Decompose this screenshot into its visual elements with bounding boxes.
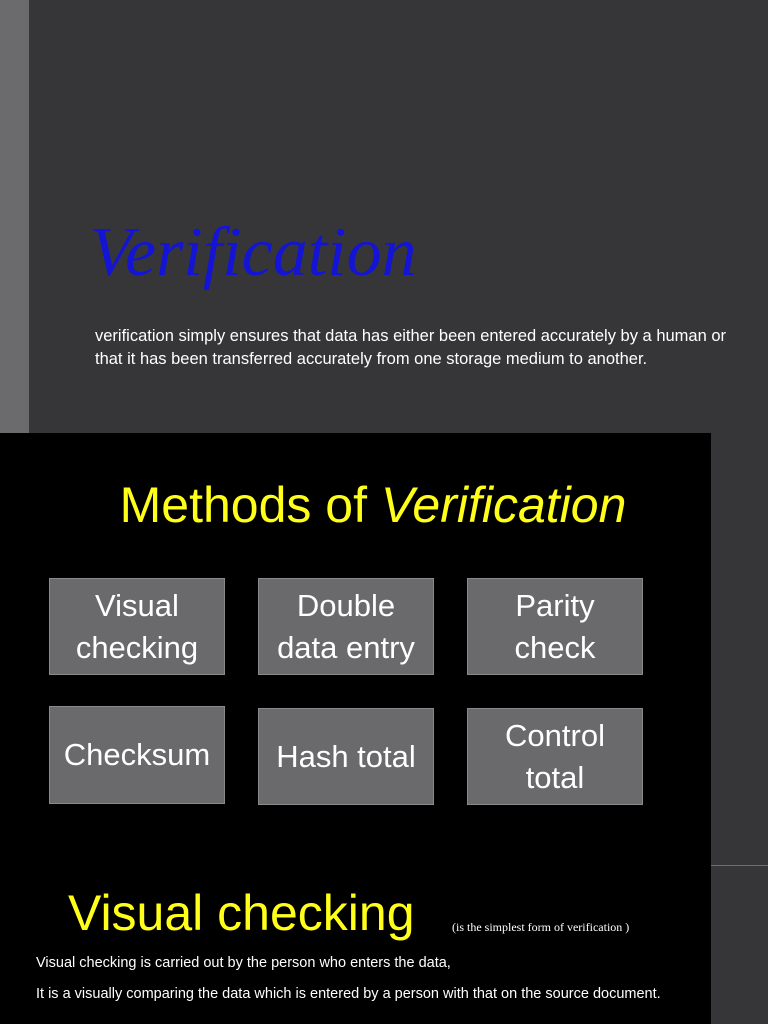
method-label-line2: checking	[75, 629, 199, 665]
method-label-line1: Hash total	[276, 738, 416, 774]
method-label-line2: total	[525, 759, 585, 795]
method-label-line2: data entry	[277, 629, 415, 665]
accent-strip	[0, 0, 29, 433]
method-box-checksum	[49, 706, 225, 804]
slide-methods-of-verification	[0, 433, 711, 1024]
method-label-line1: Double	[296, 587, 396, 623]
paragraph-2: It is a visually comparing the data which is entered by a person with that on the source document.	[36, 986, 661, 1002]
method-label-line1: Control	[505, 717, 605, 753]
method-box-parity-check	[467, 578, 643, 675]
section-title: Visual checking	[68, 885, 415, 941]
slide-verification	[0, 0, 768, 433]
method-label-line1: Checksum	[63, 737, 211, 772]
methods-heading-prefix: Methods of	[119, 477, 381, 533]
method-box-visual-checking	[49, 578, 225, 675]
methods-heading	[0, 477, 746, 533]
method-box-double-data-entry	[258, 578, 434, 675]
method-box-control-total	[467, 708, 643, 805]
method-label-line1: Parity	[515, 587, 595, 623]
paragraph-1: Visual checking is carried out by the person who enters the data,	[36, 955, 451, 971]
methods-heading-emphasis: Verification	[380, 477, 627, 533]
slide-title: Verification	[90, 214, 417, 291]
section-subtitle: (is the simplest form of verification )	[452, 920, 630, 934]
slide-body-text: verification simply ensures that data has either been entered accurately by a human or that it has been transferred accurately from one storage medium to another.	[95, 327, 727, 368]
method-label-line2: check	[514, 629, 596, 665]
method-box-hash-total	[258, 708, 434, 805]
method-label-line1: Visual	[95, 587, 179, 623]
divider	[711, 865, 768, 866]
